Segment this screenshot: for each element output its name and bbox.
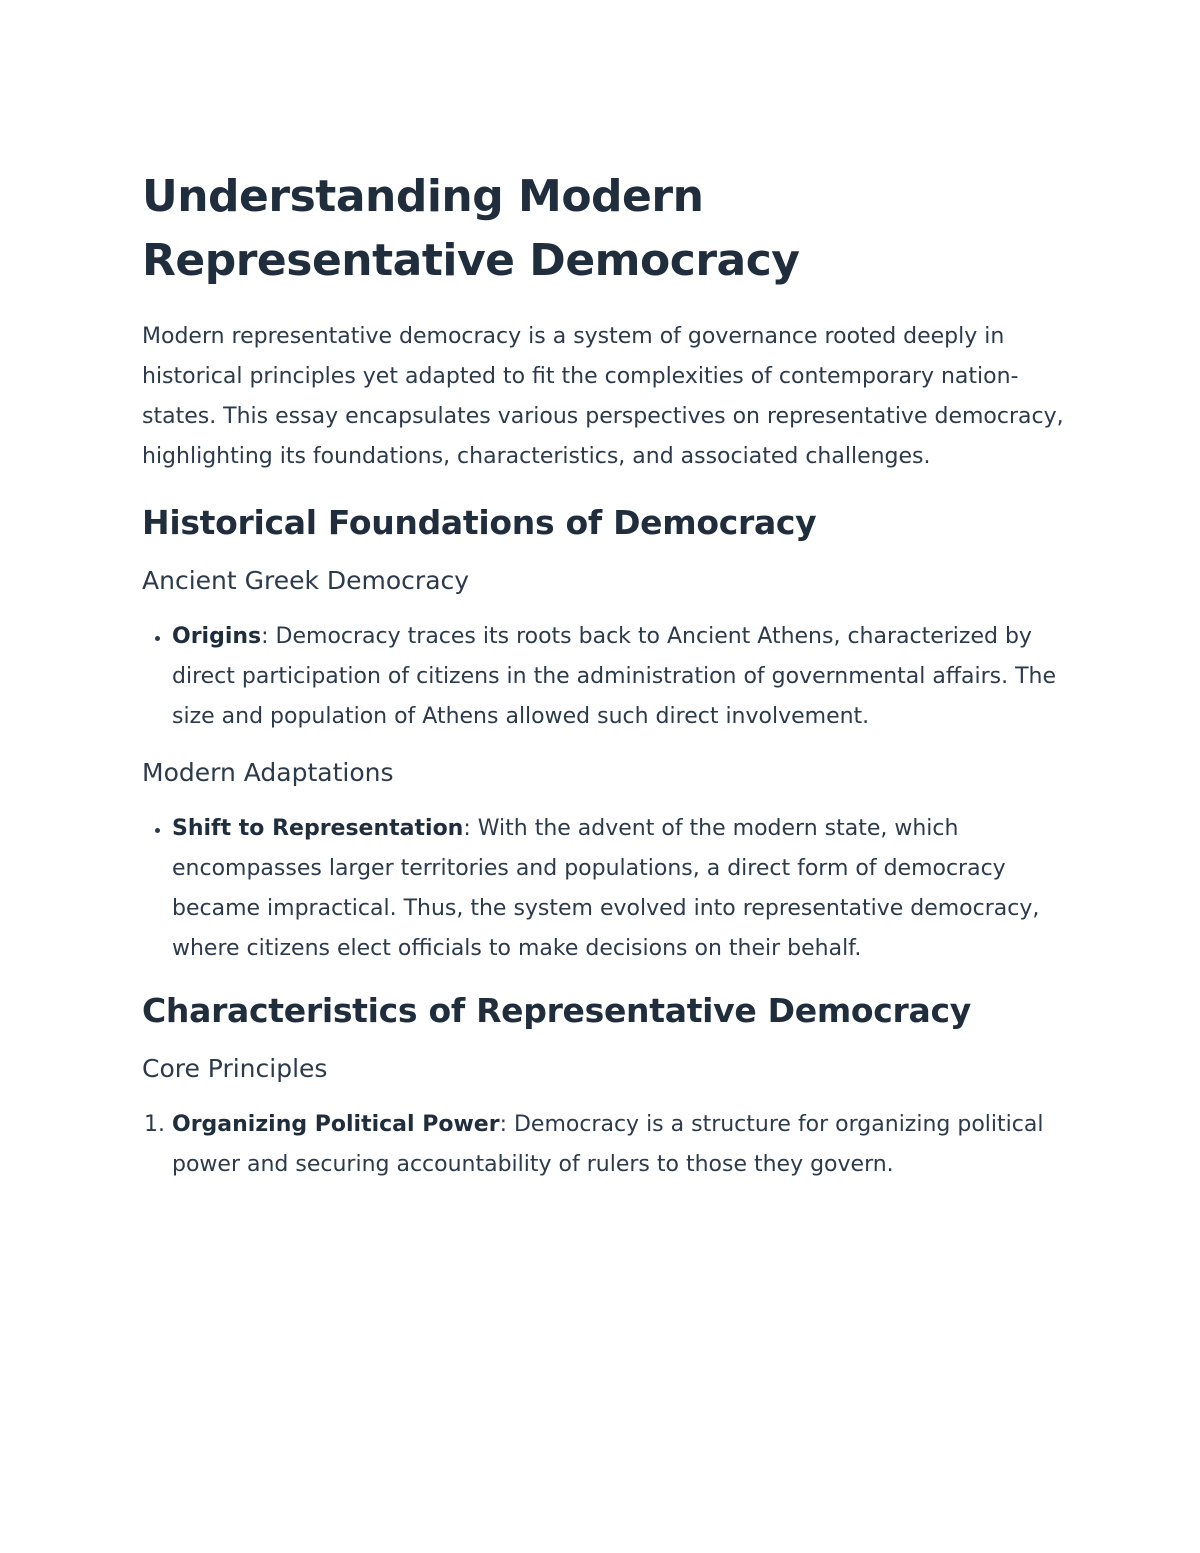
section-heading-historical-foundations: Historical Foundations of Democracy [142, 503, 817, 542]
bullet-list-ancient-greek [142, 617, 1072, 737]
list-item-text: : Democracy traces its roots back to Ancient Athens, characterized by direct participation of citizens in the administration of governmental affairs. The size and population of Athens allowed such direct involvement. [172, 624, 1057, 729]
subsection-heading-ancient-greek: Ancient Greek Democracy [142, 566, 470, 595]
list-item [172, 809, 1072, 969]
list-item-text: : With the advent of the modern state, which encompasses larger territories and populations, a direct form of democracy became impractical. Thus, the system evolved into representative democracy, where citizens elect officials to make decisions on their behalf. [172, 816, 1040, 961]
bullet-list-modern-adaptations [142, 809, 1072, 969]
document-page [142, 165, 1072, 1203]
intro-paragraph: Modern representative democracy is a system of governance rooted deeply in historical principles yet adapted to fit the complexities of contemporary nation-states. This essay encapsulates various perspectives on representative democracy, highlighting its foundations, characteristics, and associated challenges. [142, 324, 1064, 469]
list-item-label: Organizing Political Power [172, 1112, 500, 1137]
list-item-label: Origins [172, 624, 262, 649]
numbered-list-core-principles [142, 1105, 1072, 1185]
list-item [172, 617, 1072, 737]
subsection-heading-core-principles: Core Principles [142, 1054, 328, 1083]
list-item-text: : Democracy is a structure for organizing political power and securing accountability of rulers to those they govern. [172, 1112, 1044, 1177]
subsection-heading-modern-adaptations: Modern Adaptations [142, 758, 394, 787]
list-item-label: Shift to Representation [172, 816, 464, 841]
list-item [172, 1105, 1072, 1185]
section-heading-characteristics: Characteristics of Representative Democracy [142, 991, 971, 1030]
document-title: Understanding Modern Representative Democracy [142, 171, 800, 286]
